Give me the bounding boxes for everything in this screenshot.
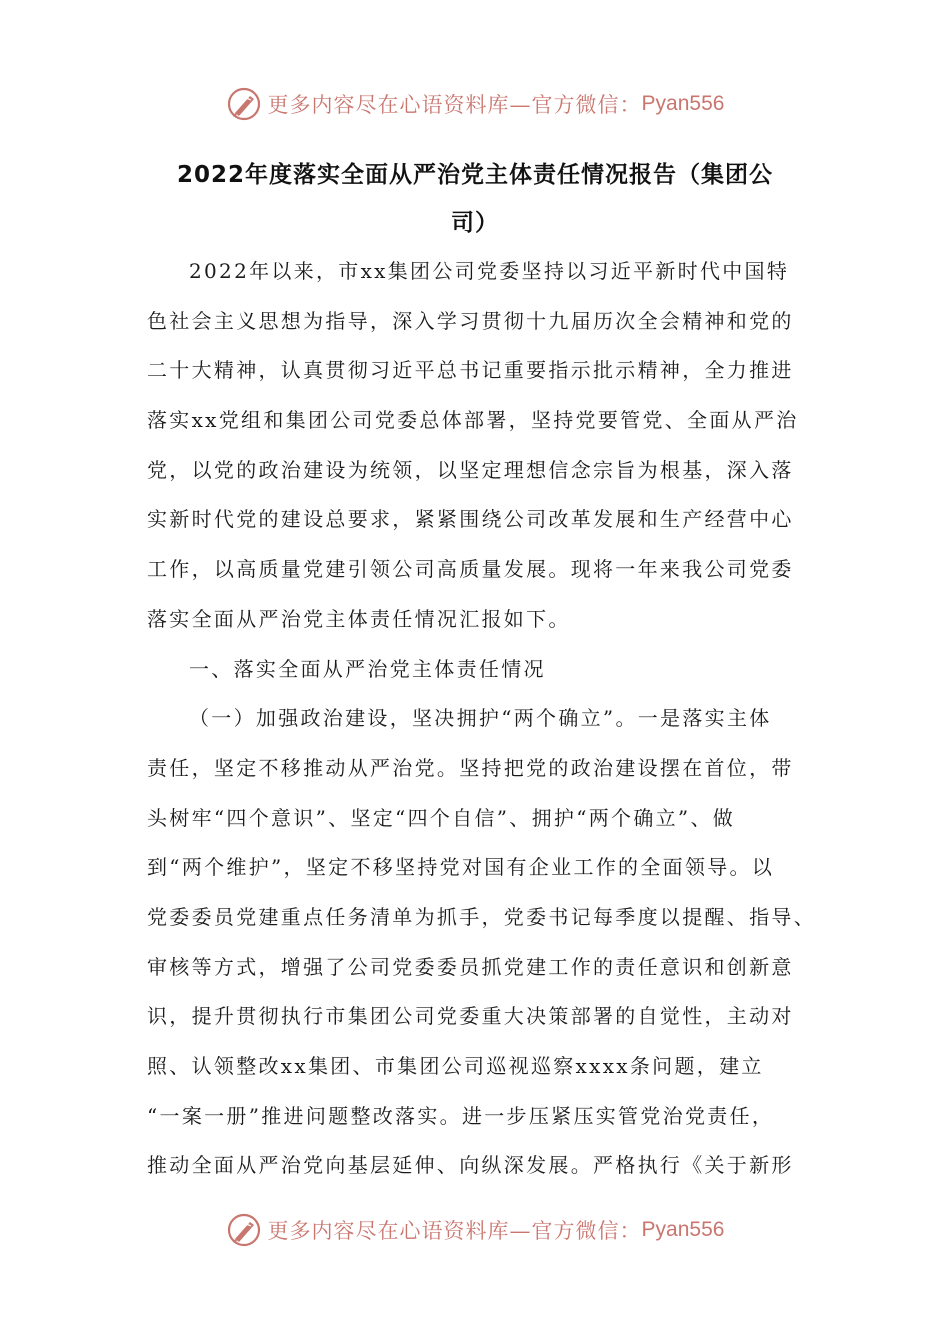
- body-line: 2022年以来，市xx集团公司党委坚持以习近平新时代中国特: [189, 259, 790, 283]
- pen-logo-icon: [226, 86, 262, 122]
- footer-watermark: [0, 1208, 950, 1252]
- document-body: [147, 255, 827, 1199]
- document-title-line-1: 2022年度落实全面从严治党主体责任情况报告（集团公: [176, 162, 773, 188]
- body-line: 党，以党的政治建设为统领，以坚定理想信念宗旨为根基，深入落: [147, 457, 794, 482]
- body-line: 推动全面从严治党向基层延伸、向纵深发展。严格执行《关于新形: [147, 1153, 794, 1178]
- watermark-text: 更多内容尽在心语资料库—官方微信：: [267, 93, 642, 117]
- pen-logo-icon: [226, 1212, 262, 1248]
- body-line: 责任，坚定不移推动从严治党。坚持把党的政治建设摆在首位，带: [147, 755, 794, 780]
- header-watermark: [0, 82, 950, 126]
- body-line: 党委委员党建重点任务清单为抓手，党委书记每季度以提醒、指导、: [147, 904, 816, 929]
- body-line: 落实全面从严治党主体责任情况汇报如下。: [147, 606, 571, 631]
- document-title-line-2: 司）: [451, 210, 499, 236]
- body-line: 识，提升贯彻执行市集团公司党委重大决策部署的自觉性，主动对: [147, 1004, 794, 1029]
- watermark-text: 更多内容尽在心语资料库—官方微信：: [267, 1219, 642, 1243]
- body-line: 照、认领整改xx集团、市集团公司巡视巡察xxxx条问题，建立: [147, 1054, 764, 1078]
- body-line: 二十大精神，认真贯彻习近平总书记重要指示批示精神，全力推进: [147, 358, 794, 383]
- watermark-wechat-id: Pyan556: [641, 1218, 725, 1241]
- body-line: 落实xx党组和集团公司党委总体部署，坚持党要管党、全面从严治: [147, 408, 799, 433]
- body-line: 色社会主义思想为指导，深入学习贯彻十九届历次全会精神和党的: [147, 308, 794, 333]
- body-line: 审核等方式，增强了公司党委委员抓党建工作的责任意识和创新意: [147, 954, 794, 979]
- body-line: （一）加强政治建设，坚决拥护“两个确立”。一是落实主体: [189, 706, 772, 731]
- watermark-wechat-id: Pyan556: [641, 92, 725, 115]
- body-line: “一案一册”推进问题整改落实。进一步压紧压实管党治党责任，: [147, 1103, 775, 1128]
- body-line: 到“两个维护”，坚定不移坚持党对国有企业工作的全面领导。以: [147, 855, 775, 880]
- body-line: 工作，以高质量党建引领公司高质量发展。现将一年来我公司党委: [147, 557, 794, 582]
- body-line: 实新时代党的建设总要求，紧紧围绕公司改革发展和生产经营中心: [147, 507, 794, 532]
- body-line: 头树牢“四个意识”、坚定“四个自信”、拥护“两个确立”、做: [147, 805, 736, 830]
- section-heading: 一、落实全面从严治党主体责任情况: [189, 656, 546, 681]
